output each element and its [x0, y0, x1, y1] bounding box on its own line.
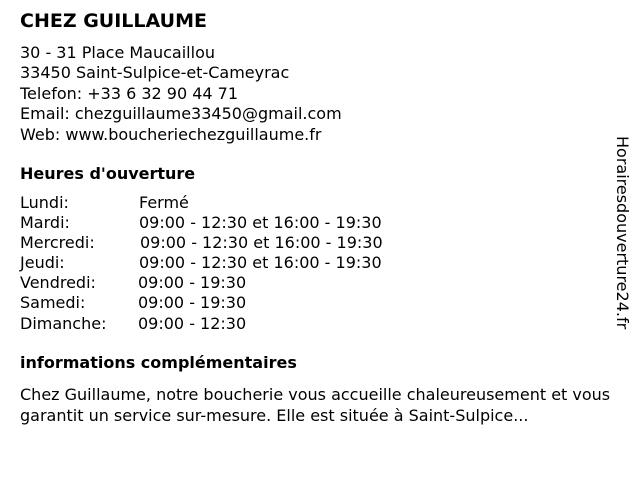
- email-address: Email: chezguillaume33450@gmail.com: [20, 104, 342, 124]
- day-hours: 09:00 - 19:30: [138, 273, 247, 293]
- day-label: Dimanche:: [20, 313, 107, 333]
- day-hours: 09:00 - 12:30 et 16:00 - 19:30: [140, 233, 383, 253]
- phone-number: Telefon: +33 6 32 90 44 71: [20, 83, 239, 103]
- website-address: Web: www.boucheriechezguillaume.fr: [20, 124, 322, 144]
- day-label: Samedi:: [20, 293, 86, 313]
- day-label: Mardi:: [20, 213, 70, 233]
- business-description: Chez Guillaume, notre boucherie vous accueille chaleureusement et vous garantit un service sur-mesure. Elle est située à Saint-Sulpice...: [20, 385, 611, 425]
- day-hours: 09:00 - 12:30: [138, 313, 247, 333]
- opening-hours-heading: Heures d'ouverture: [20, 164, 196, 183]
- day-label: Jeudi:: [20, 253, 65, 273]
- street-address: 30 - 31 Place Maucaillou: [20, 43, 215, 62]
- day-label: Mercredi:: [20, 233, 95, 253]
- day-hours: 09:00 - 12:30 et 16:00 - 19:30: [139, 253, 382, 273]
- day-hours: 09:00 - 12:30 et 16:00 - 19:30: [139, 213, 382, 233]
- day-hours: 09:00 - 19:30: [138, 293, 247, 313]
- contact-block: [20, 43, 342, 145]
- site-watermark: [611, 136, 633, 368]
- day-hours: Fermé: [139, 193, 189, 212]
- additional-info-heading: informations complémentaires: [20, 353, 297, 372]
- watermark-text: Horairesdouverture24.fr: [613, 136, 632, 330]
- day-label: Vendredi:: [20, 273, 96, 293]
- day-label: Lundi:: [20, 193, 69, 212]
- city-address: 33450 Saint-Sulpice-et-Cameyrac: [20, 63, 290, 83]
- business-name: CHEZ GUILLAUME: [20, 10, 207, 32]
